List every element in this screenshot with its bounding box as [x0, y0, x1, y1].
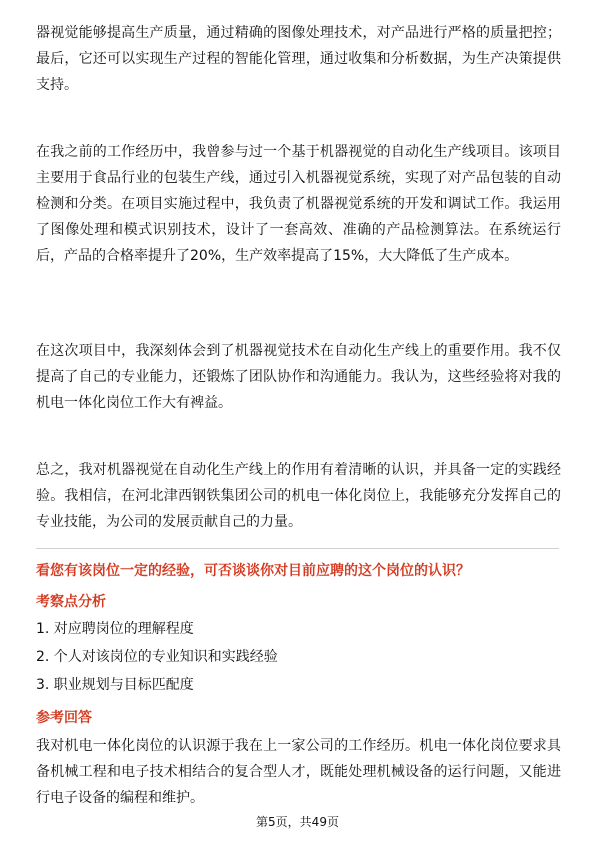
paragraph-intro-continued: 器视觉能够提高生产质量，通过精确的图像处理技术，对产品进行严格的质量把控；最后，它还可以实现生产过程的智能化管理，通过收集和分析数据，为生产决策提供支持。: [36, 25, 561, 93]
analysis-heading: 考察点分析: [36, 594, 106, 610]
answer-heading: 参考回答: [36, 710, 92, 726]
page-number: 第5页，共49页: [256, 815, 339, 829]
section-divider: [36, 548, 559, 549]
answer-text: 我对机电一体化岗位的认识源于我在上一家公司的工作经历。机电一体化岗位要求具备机械工程和电子技术相结合的复合型人才，既能处理机械设备的运行问题，又能进行电子设备的编程和维护。: [36, 738, 561, 806]
interview-question: 看您有该岗位一定的经验，可否谈谈你对目前应聘的这个岗位的认识？: [36, 563, 470, 579]
analysis-item: 1. 对应聘岗位的理解程度: [36, 621, 194, 637]
paragraph-project-experience: 在我之前的工作经历中，我曾参与过一个基于机器视觉的自动化生产线项目。该项目主要用于食品行业的包装生产线，通过引入机器视觉系统，实现了对产品包装的自动检测和分类。在项目实施过程中，我负责了机器视觉系统的开发和调试工作。我运用了图像处理和模式识别技术，设计了一套高效、准确的产品检测算法。在系统运行后，产品的合格率提升了20%，生产效率提高了15%，大大降低了生产成本。: [36, 144, 561, 264]
analysis-item: 2. 个人对该岗位的专业知识和实践经验: [36, 649, 278, 665]
paragraph-conclusion: 总之，我对机器视觉在自动化生产线上的作用有着清晰的认识，并具备一定的实践经验。我相信，在河北津西钢铁集团公司的机电一体化岗位上，我能够充分发挥自己的专业技能，为公司的发展贡献自己的力量。: [36, 462, 561, 530]
paragraph-project-reflection: 在这次项目中，我深刻体会到了机器视觉技术在自动化生产线上的重要作用。我不仅提高了自己的专业能力，还锻炼了团队协作和沟通能力。我认为，这些经验将对我的机电一体化岗位工作大有裨益。: [36, 343, 561, 411]
analysis-item: 3. 职业规划与目标匹配度: [36, 677, 194, 693]
